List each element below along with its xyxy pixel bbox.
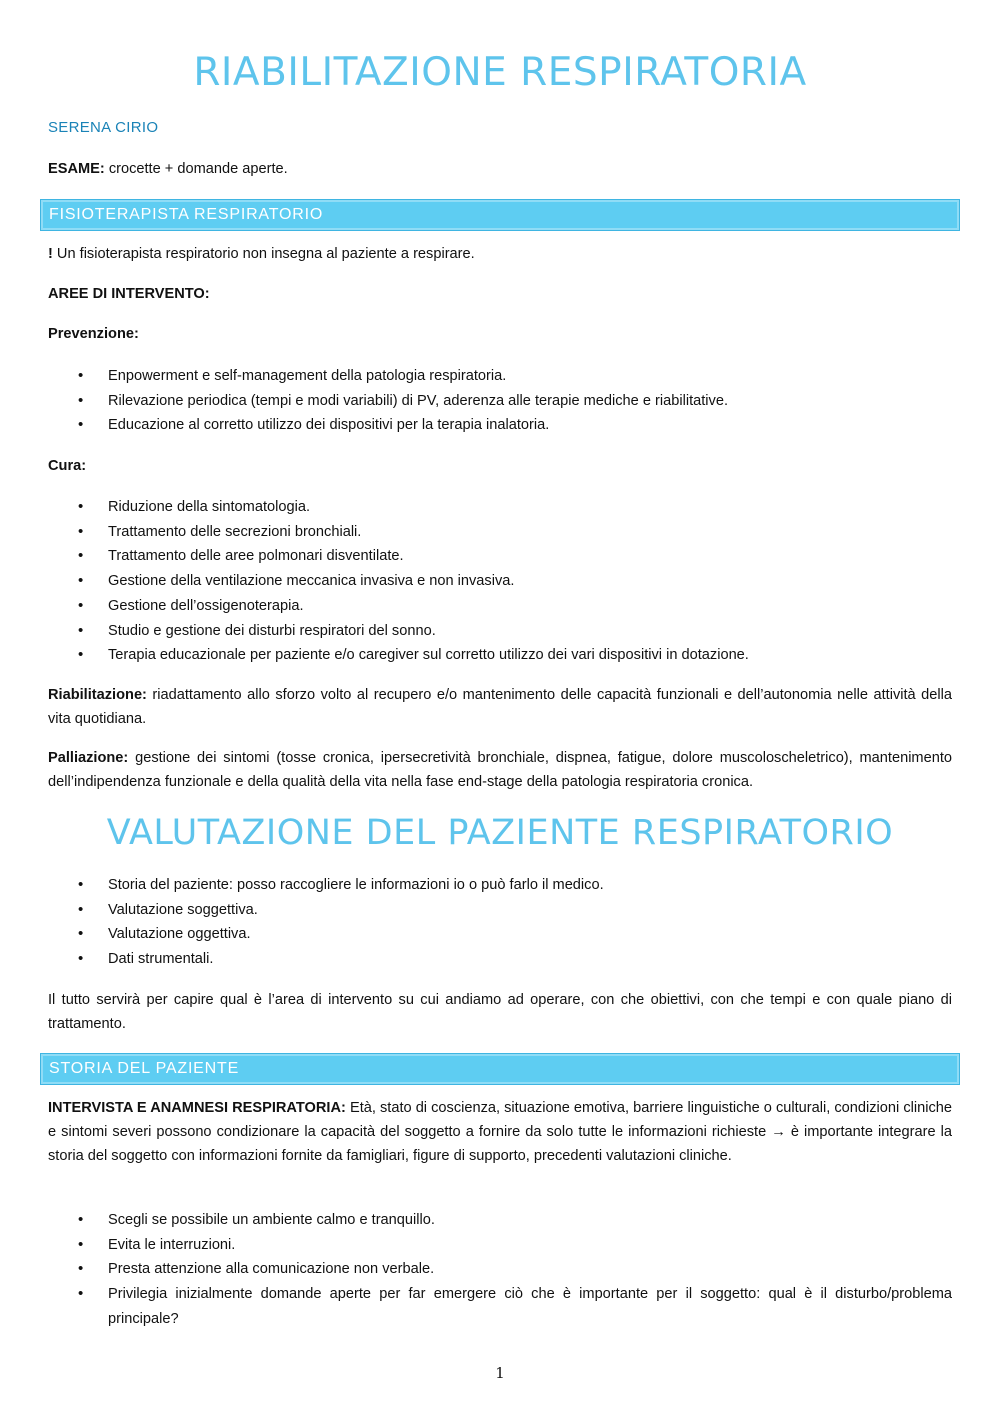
list-item: • Dati strumentali.: [48, 947, 952, 972]
list-item: • Storia del paziente: posso raccogliere le informazioni io o può farlo il medico.: [48, 873, 952, 898]
care-list: [48, 495, 952, 668]
prevention-label: Prevenzione:: [48, 326, 139, 342]
list-item: • Educazione al corretto utilizzo dei dispositivi per la terapia inalatoria.: [48, 413, 952, 438]
areas-label: AREE DI INTERVENTO:: [48, 286, 210, 302]
list-item: • Valutazione soggettiva.: [48, 898, 952, 923]
list-item: • Trattamento delle secrezioni bronchiali.: [48, 520, 952, 545]
evaluation-paragraph: Il tutto servirà per capire qual è l’area di intervento su cui andiamo ad operare, con che obiettivi, con che tempi e con quale piano di trattamento.: [48, 992, 952, 1032]
evaluation-list: [48, 873, 952, 972]
section-heading-fisioterapista: FISIOTERAPISTA RESPIRATORIO: [40, 199, 960, 231]
palliation-text: gestione dei sintomi (tosse cronica, ipersecretività bronchiale, dispnea, fatigue, dolore muscoloscheletrico), mantenimento dell’indipendenza funzionale e della qualità della vita nella fase end-stage della patologia respiratoria cronica.: [48, 750, 952, 790]
interview-paragraph: [48, 1096, 952, 1168]
list-item: • Riduzione della sintomatologia.: [48, 495, 952, 520]
list-item: • Privilegia inizialmente domande aperte per far emergere ciò che è importante per il soggetto: qual è il disturbo/problema principale?: [48, 1282, 952, 1331]
list-item: • Terapia educazionale per paziente e/o caregiver sul corretto utilizzo dei vari dispositivi in dotazione.: [48, 643, 952, 668]
care-label: Cura:: [48, 458, 87, 474]
rehab-label: Riabilitazione:: [48, 687, 147, 703]
list-item: • Studio e gestione dei disturbi respiratori del sonno.: [48, 619, 952, 644]
list-item: • Enpowerment e self-management della patologia respiratoria.: [48, 364, 952, 389]
exam-text: crocette + domande aperte.: [104, 161, 288, 177]
prevention-list: [48, 364, 952, 438]
palliation-label: Palliazione:: [48, 750, 129, 766]
exam-line: [48, 157, 952, 181]
prevention-heading: [48, 322, 952, 346]
areas-heading: [48, 282, 952, 306]
list-item: • Trattamento delle aree polmonari disventilate.: [48, 544, 952, 569]
note-line: [48, 242, 952, 266]
list-item: • Valutazione oggettiva.: [48, 922, 952, 947]
palliation-paragraph: [48, 746, 952, 794]
rehab-paragraph: [48, 683, 952, 731]
list-item: • Gestione dell’ossigenoterapia.: [48, 594, 952, 619]
exam-label: ESAME:: [48, 161, 105, 177]
document-title: RIABILITAZIONE RESPIRATORIA: [193, 50, 807, 95]
note-text: Un fisioterapista respiratorio non insegna al paziente a respirare.: [52, 246, 475, 262]
interview-text: Età, stato di coscienza, situazione emotiva, barriere linguistiche o culturali, condizioni cliniche e sintomi severi possono condizionare la capacità del soggetto a fornire da solo tutte le informazioni richieste → è importante integrare la storia del soggetto con informazioni fornite da famigliari, figure di supporto, precedenti valutazioni cliniche.: [48, 1100, 952, 1164]
list-item: • Evita le interruzioni.: [48, 1233, 952, 1258]
interview-label: INTERVISTA E ANAMNESI RESPIRATORIA:: [48, 1100, 346, 1116]
author-name: SERENA CIRIO: [48, 119, 159, 136]
list-item: • Gestione della ventilazione meccanica invasiva e non invasiva.: [48, 569, 952, 594]
note-mark: !: [48, 246, 53, 262]
list-item: • Scegli se possibile un ambiente calmo e tranquillo.: [48, 1208, 952, 1233]
interview-tips-list: [48, 1208, 952, 1332]
care-heading: [48, 454, 952, 478]
page-number: 1: [495, 1364, 505, 1382]
list-item: • Rilevazione periodica (tempi e modi variabili) di PV, aderenza alle terapie mediche e riabilitative.: [48, 389, 952, 414]
rehab-text: riadattamento allo sforzo volto al recupero e/o mantenimento delle capacità funzionali e dell’autonomia nelle attività della vita quotidiana.: [48, 687, 952, 727]
list-item: • Presta attenzione alla comunicazione non verbale.: [48, 1257, 952, 1282]
section-heading-storia: STORIA DEL PAZIENTE: [40, 1053, 960, 1085]
section-title-valutazione: VALUTAZIONE DEL PAZIENTE RESPIRATORIO: [106, 813, 894, 853]
